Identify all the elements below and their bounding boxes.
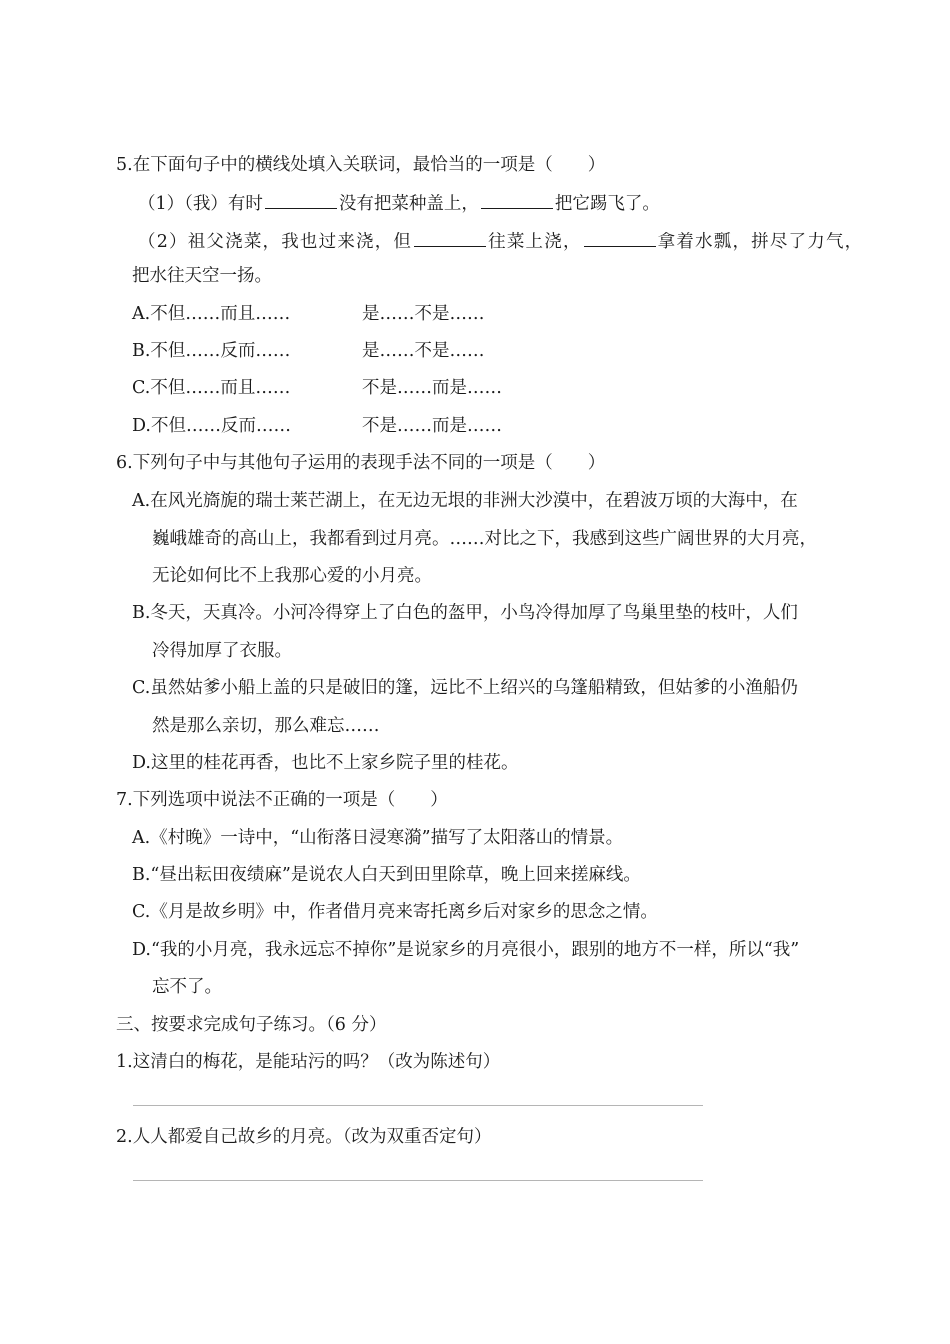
q7-option-a[interactable]: A.《村晚》一诗中，“山衔落日浸寒漪”描写了太阳落山的情景。 [132,828,624,848]
q6-option-d[interactable]: D.这里的桂花再香，也比不上家乡院子里的桂花。 [132,753,519,773]
q5-s1-mid: 没有把菜种盖上， [338,194,479,214]
section-3-q1-answer-line[interactable] [133,1105,703,1106]
q5-s2-mid: 往菜上浇， [488,232,582,252]
q5-s2-blank-2[interactable] [584,228,656,247]
q6-option-a-line-3: 无论如何比不上我那心爱的小月亮。 [152,566,432,586]
q6-option-b-line-2: 冷得加厚了衣服。 [152,641,292,661]
q5-sentence-1 [138,190,660,216]
q5-s2-blank-1[interactable] [414,228,486,247]
q7-option-d-line-2: 忘不了。 [152,977,222,997]
section-3-q1: 1.这清白的梅花，是能玷污的吗？（改为陈述句） [116,1052,501,1072]
q6-option-a-line-1[interactable]: A.在风光旖旎的瑞士莱芒湖上，在无边无垠的非洲大沙漠中，在碧波万顷的大海中，在 [132,491,798,511]
q6-option-c-line-2: 然是那么亲切，那么难忘…… [152,716,380,736]
q5-option-c-left[interactable]: C.不但……而且…… [132,378,291,398]
q6-option-a-line-2: 巍峨雄奇的高山上，我都看到过月亮。……对比之下，我感到这些广阔世界的大月亮， [152,529,817,549]
q5-s2-pre: （2）祖父浇菜，我也过来浇，但 [138,232,413,252]
q5-option-d-right: 不是……而是…… [362,416,502,436]
section-3-q2-answer-line[interactable] [133,1180,703,1181]
q5-stem: 5.在下面句子中的横线处填入关联词，最恰当的一项是（ ） [116,155,606,175]
q5-option-c-right: 不是……而是…… [362,378,502,398]
q5-option-b-left[interactable]: B.不但……反而…… [132,341,291,361]
q6-stem: 6.下列句子中与其他句子运用的表现手法不同的一项是（ ） [116,453,606,473]
q5-option-d-left[interactable]: D.不但……反而…… [132,416,291,436]
q6-option-c-line-1[interactable]: C.虽然姑爹小船上盖的只是破旧的篷，远比不上绍兴的乌篷船精致，但姑爹的小渔船仍 [132,678,798,698]
q5-sentence-2-cont: 把水往天空一扬。 [132,266,272,286]
section-3-q2: 2.人人都爱自己故乡的月亮。（改为双重否定句） [116,1127,492,1147]
q6-option-b-line-1[interactable]: B.冬天，天真冷。小河冷得穿上了白色的盔甲，小鸟冷得加厚了鸟巢里垫的枝叶，人们 [132,603,798,623]
section-3-heading: 三、按要求完成句子练习。（6 分） [116,1015,387,1035]
q7-option-b[interactable]: B.“昼出耘田夜绩麻”是说农人白天到田里除草，晚上回来搓麻线。 [132,865,641,885]
q5-s1-blank-1[interactable] [265,190,337,209]
q5-option-a-left[interactable]: A.不但……而且…… [132,304,291,324]
q7-stem: 7.下列选项中说法不正确的一项是（ ） [116,790,448,810]
q7-option-c[interactable]: C.《月是故乡明》中，作者借月亮来寄托离乡后对家乡的思念之情。 [132,902,658,922]
q5-option-b-right: 是……不是…… [362,341,485,361]
q5-sentence-2 [138,228,863,254]
q5-s2-post: 拿着水瓢，拼尽了力气， [657,232,864,252]
q5-s1-post: 把它踢飞了。 [554,194,660,214]
q5-option-a-right: 是……不是…… [362,304,485,324]
q7-option-d-line-1[interactable]: D.“我的小月亮，我永远忘不掉你”是说家乡的月亮很小，跟别的地方不一样，所以“我” [132,940,800,960]
q5-s1-pre: （1）（我）有时 [138,194,263,214]
q5-s1-blank-2[interactable] [481,190,553,209]
